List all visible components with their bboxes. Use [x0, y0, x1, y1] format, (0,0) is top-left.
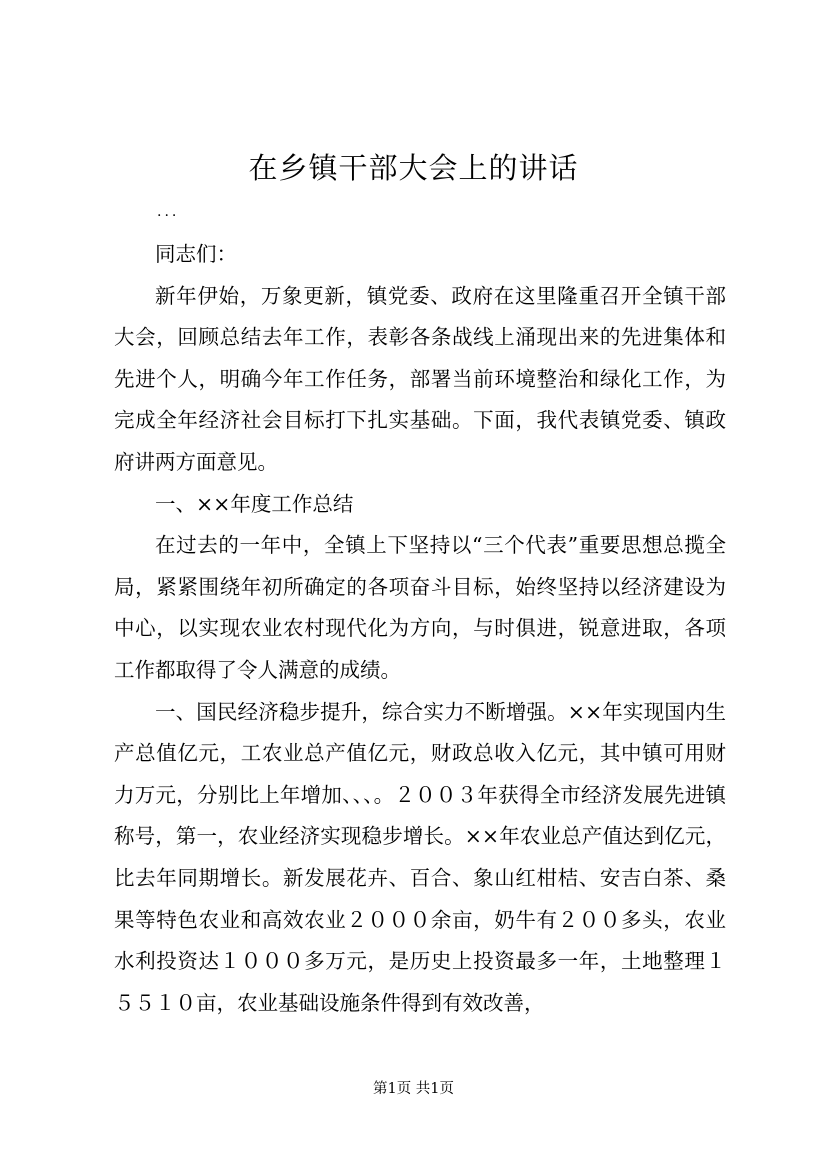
salutation: 同志们：: [155, 242, 237, 266]
paragraph-intro: 新年伊始，万象更新，镇党委、政府在这里隆重召开全镇干部大会，回顾总结去年工作，表彰各条战线上涌现出来的先进集体和先进个人，明确今年工作任务，部署当前环境整治和绿化工作，为完成全年经济社会目标打下扎实基础。下面，我代表镇党委、镇政府讲两方面意见。: [114, 283, 726, 474]
document-title: 在乡镇干部大会上的讲话: [248, 151, 579, 185]
paragraph-summary: 在过去的一年中，全镇上下坚持以“三个代表”重要思想总揽全局，紧紧围绕年初所确定的各项奋斗目标，始终坚持以经济建设为中心，以实现农业农村现代化为方向，与时俱进，锐意进取，各项工作都取得了令人满意的成绩。: [114, 533, 726, 682]
document-body: [114, 234, 726, 1024]
page-number: 第1页 共1页: [372, 1081, 455, 1097]
section-heading: 一、××年度工作总结: [155, 491, 354, 516]
paragraph-economy: 一、国民经济稳步提升，综合实力不断增强。××年实现国内生产总值亿元，工农业总产值亿元，财政总收入亿元，其中镇可用财力万元，分别比上年增加、、、。２００３年获得全市经济发展先进镇称号，第一，农业经济实现稳步增长。××年农业总产值达到亿元，比去年同期增长。新发展花卉、百合、象山红柑桔、安吉白茶、桑果等特色农业和高效农业２０００余亩，奶牛有２００多头，农业水利投资达１０００多万元，是历史上投资最多一年，土地整理１５５１０亩，农业基础设施条件得到有效改善，: [114, 699, 726, 1015]
ellipsis-text: ...: [157, 204, 180, 220]
